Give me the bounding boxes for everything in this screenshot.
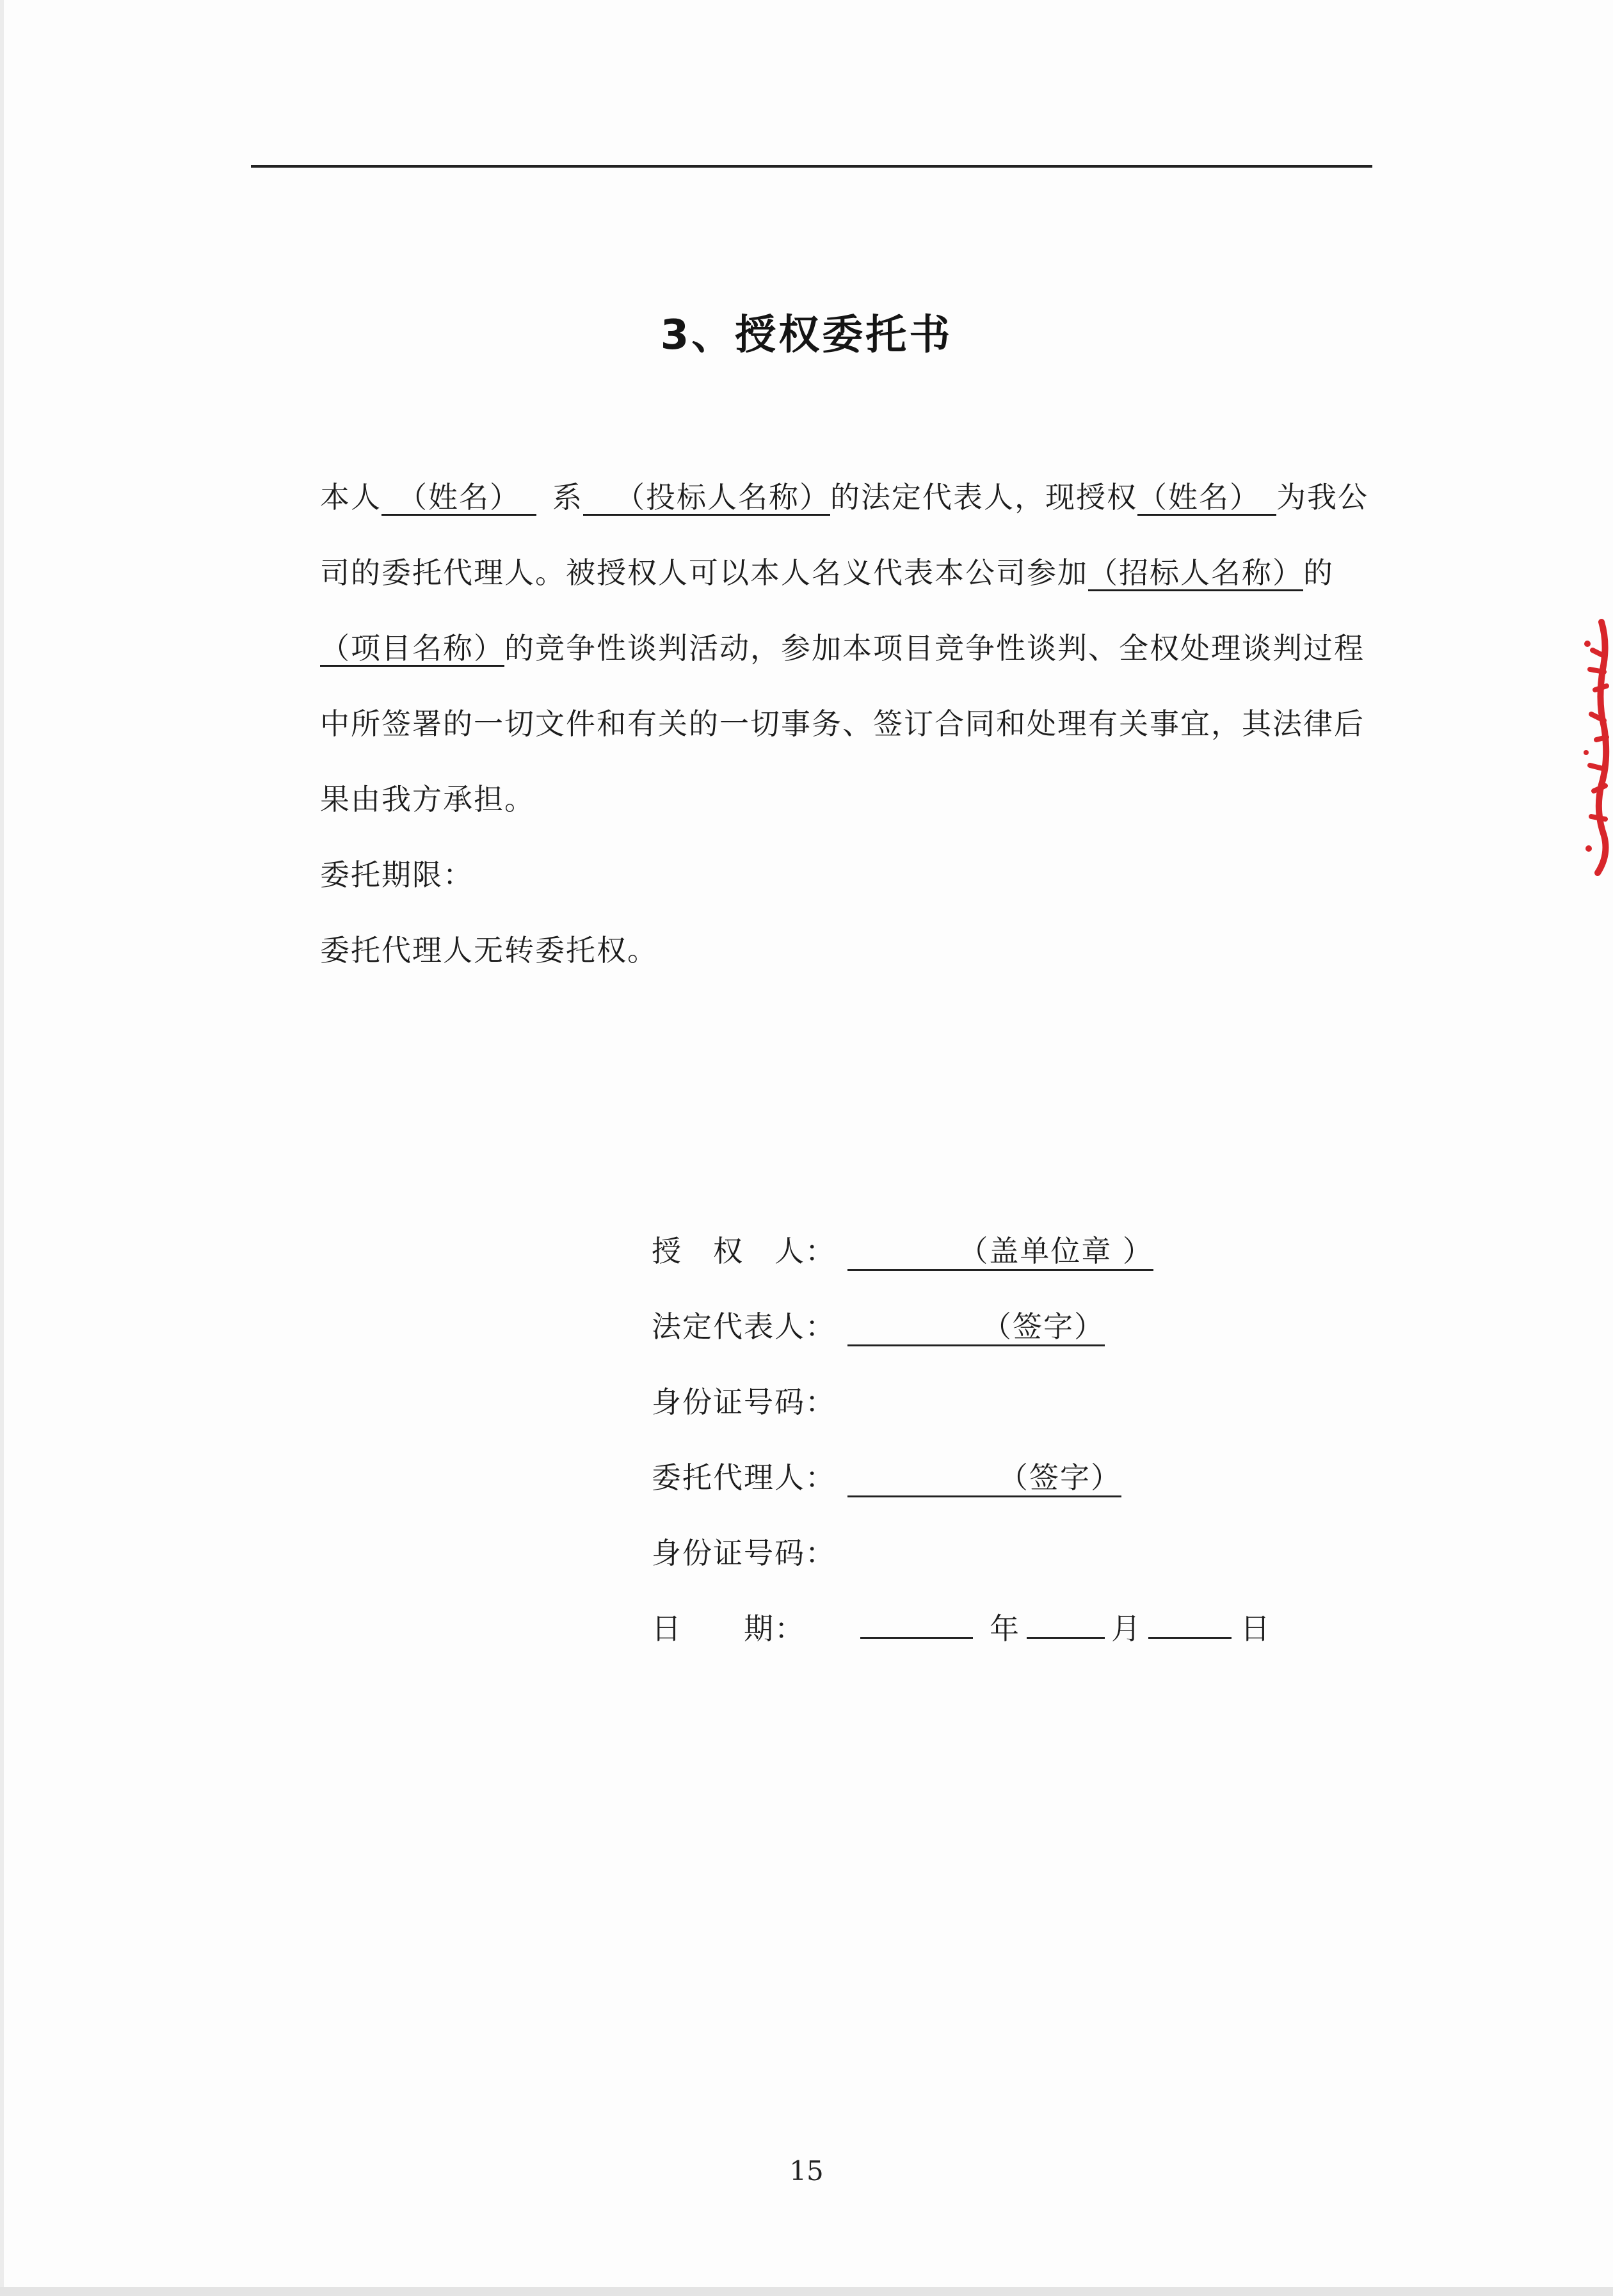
authorizer-seal-field: （盖单位章 ） [847,1233,1153,1271]
text-segment: 的竞争性谈判活动，参加本项目竞争性谈判、全权处理谈判过程中所签署的一切文件和有关的一切事务、签订合同和处理有关事宜，其法律后果由我方承担。 [320,631,1365,817]
agent-label: 委托代理人： [652,1460,836,1495]
id-number-label: 身份证号码： [652,1385,836,1419]
text-segment: 系 [552,480,583,514]
term-label: 委托期限： [320,857,474,892]
project-name-placeholder: （项目名称） [320,631,504,666]
id-number-label: 身份证号码： [652,1536,836,1570]
authorization-paragraph [251,459,1377,837]
seal-stamp-icon [1578,618,1613,877]
tenderee-name-placeholder: （招标人名称） [1088,555,1303,590]
id-number-row-1 [652,1364,1356,1440]
legal-rep-signature-field: （签字） [847,1309,1105,1346]
month-label: 月 [1111,1611,1142,1646]
agent-row [652,1440,1356,1515]
legal-rep-row [652,1289,1356,1364]
page-number: 15 [789,2155,824,2187]
year-field [860,1637,973,1639]
authorizer-label: 授 权 人： [652,1234,836,1268]
bidder-name-placeholder: （投标人名称） [615,480,830,514]
no-sub-delegation-clause: 委托代理人无转委托权。 [320,933,658,968]
text-segment: 的 [1303,555,1334,590]
document-body [251,459,1377,988]
scan-edge [0,2287,1613,2296]
legal-rep-label: 法定代表人： [652,1309,836,1344]
text-segment: 本人 [320,480,381,514]
header-rule [251,165,1372,168]
name-placeholder-1: （姓名） [397,480,520,514]
authorizer-row [652,1213,1356,1289]
month-field [1027,1637,1105,1639]
name-placeholder-2: （姓名） [1137,480,1260,514]
text-segment: 的法定代表人，现授权 [830,480,1137,514]
date-label: 日 期： [652,1611,805,1646]
day-label: 日 [1240,1611,1271,1646]
day-field [1148,1637,1232,1639]
id-number-row-2 [652,1515,1356,1591]
date-row [652,1591,1356,1666]
text-segment: 为我公司的委托代理人。被授权人可以本人名义代表本公司参加 [320,480,1368,590]
year-label: 年 [990,1611,1020,1646]
red-seal-fragment [1578,618,1613,877]
page-title: 3、授权委托书 [660,312,953,359]
agent-signature-field: （签字） [847,1460,1121,1497]
signature-block [652,1213,1356,1666]
